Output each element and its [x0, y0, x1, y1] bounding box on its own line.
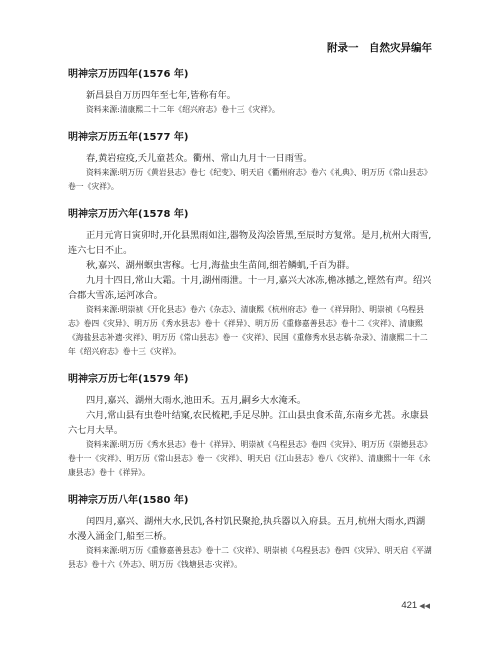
record-paragraph: 春,黄岩痘疫,夭儿童甚众。衢州、常山九月十一日雨雪。 — [86, 153, 313, 164]
source-citation: 资料来源:明万历《黄岩县志》卷七《纪变》、明天启《衢州府志》卷六《礼典》、明万历《常山县志》卷一《灾祥》。 — [68, 168, 432, 191]
source-citation: 资料来源:明崇祯《开化县志》卷六《杂志》、清康熙《杭州府志》卷一《祥异附》、明崇祯《乌程县志》卷四《灾异》、明万历《秀水县志》卷十《祥异》、明万历《重修嘉善县志》卷十二《灾祥》、清康熙《海盐县志补遗·灾祥》、明万历《常山县志》卷一《灾祥》、民国《重修秀水县志稿·杂录》、清康熙二十二年《绍兴府志》卷十三《灾祥》。 — [68, 305, 428, 356]
section-title: 明神宗万历六年(1578 年) — [68, 209, 189, 220]
section-title: 明神宗万历四年(1576 年) — [68, 69, 189, 80]
year-section — [68, 131, 434, 194]
page-content — [68, 68, 434, 586]
page-marker: ◀◀ — [419, 603, 430, 610]
record-paragraph: 四月,嘉兴、湖州大雨水,池田禾。五月,嗣乡大水淹禾。 — [86, 395, 307, 406]
source-citation: 资料来源:明万历《秀水县志》卷十《祥异》、明崇祯《乌程县志》卷四《灾异》、明万历《崇德县志》卷十一《灾祥》、明万历《常山县志》卷一《灾祥》、明天启《江山县志》卷八《灾祥》、清康熙十一年《永康县志》卷十《祥异》。 — [68, 440, 432, 477]
running-header: 附录一 自然灾异编年 — [327, 42, 432, 54]
record-paragraph: 闰四月,嘉兴、湖州大水,民饥,各村饥民聚抢,执兵器以入府县。五月,杭州大雨水,西湖水漫入涌金门,船至三桥。 — [68, 516, 426, 542]
section-title: 明神宗万历七年(1579 年) — [68, 374, 189, 385]
year-section — [68, 208, 434, 359]
year-section — [68, 373, 434, 480]
page-number — [401, 600, 430, 611]
section-title: 明神宗万历五年(1577 年) — [68, 132, 189, 143]
record-paragraph: 新昌县自万历四年至七年,皆称有年。 — [86, 90, 236, 101]
year-section — [68, 68, 434, 117]
record-paragraph: 正月元宵日寅卯时,开化县黑雨如注,器物及沟浍皆黑,至辰时方复常。是月,杭州大雨雪,连六七日不止。 — [68, 230, 432, 256]
record-paragraph: 秋,嘉兴、湖州螟虫害稼。七月,海盐虫生苗间,细若鳞虮,千百为群。 — [86, 260, 355, 271]
year-section — [68, 494, 434, 572]
source-citation: 资料来源:清康熙二十二年《绍兴府志》卷十三《灾祥》。 — [86, 105, 280, 114]
record-paragraph: 九月十四日,常山大霜。十月,湖州雨泄。十一月,嘉兴大冰冻,檐冰撼之,铿然有声。绍兴合郡大雪冻,运河冰合。 — [68, 275, 432, 301]
section-title: 明神宗万历八年(1580 年) — [68, 495, 189, 506]
page-number-value: 421 — [401, 600, 418, 611]
source-citation: 资料来源:明万历《重修嘉善县志》卷十二《灾祥》、明崇祯《乌程县志》卷四《灾异》、明天启《平湖县志》卷十六《外志》、明万历《钱塘县志·灾祥》。 — [68, 546, 432, 569]
record-paragraph: 六月,常山县有虫卷叶结窠,农民梳耙,手足尽肿。江山县虫食禾苗,东南乡尤甚。永康县六七月大旱。 — [68, 410, 429, 436]
